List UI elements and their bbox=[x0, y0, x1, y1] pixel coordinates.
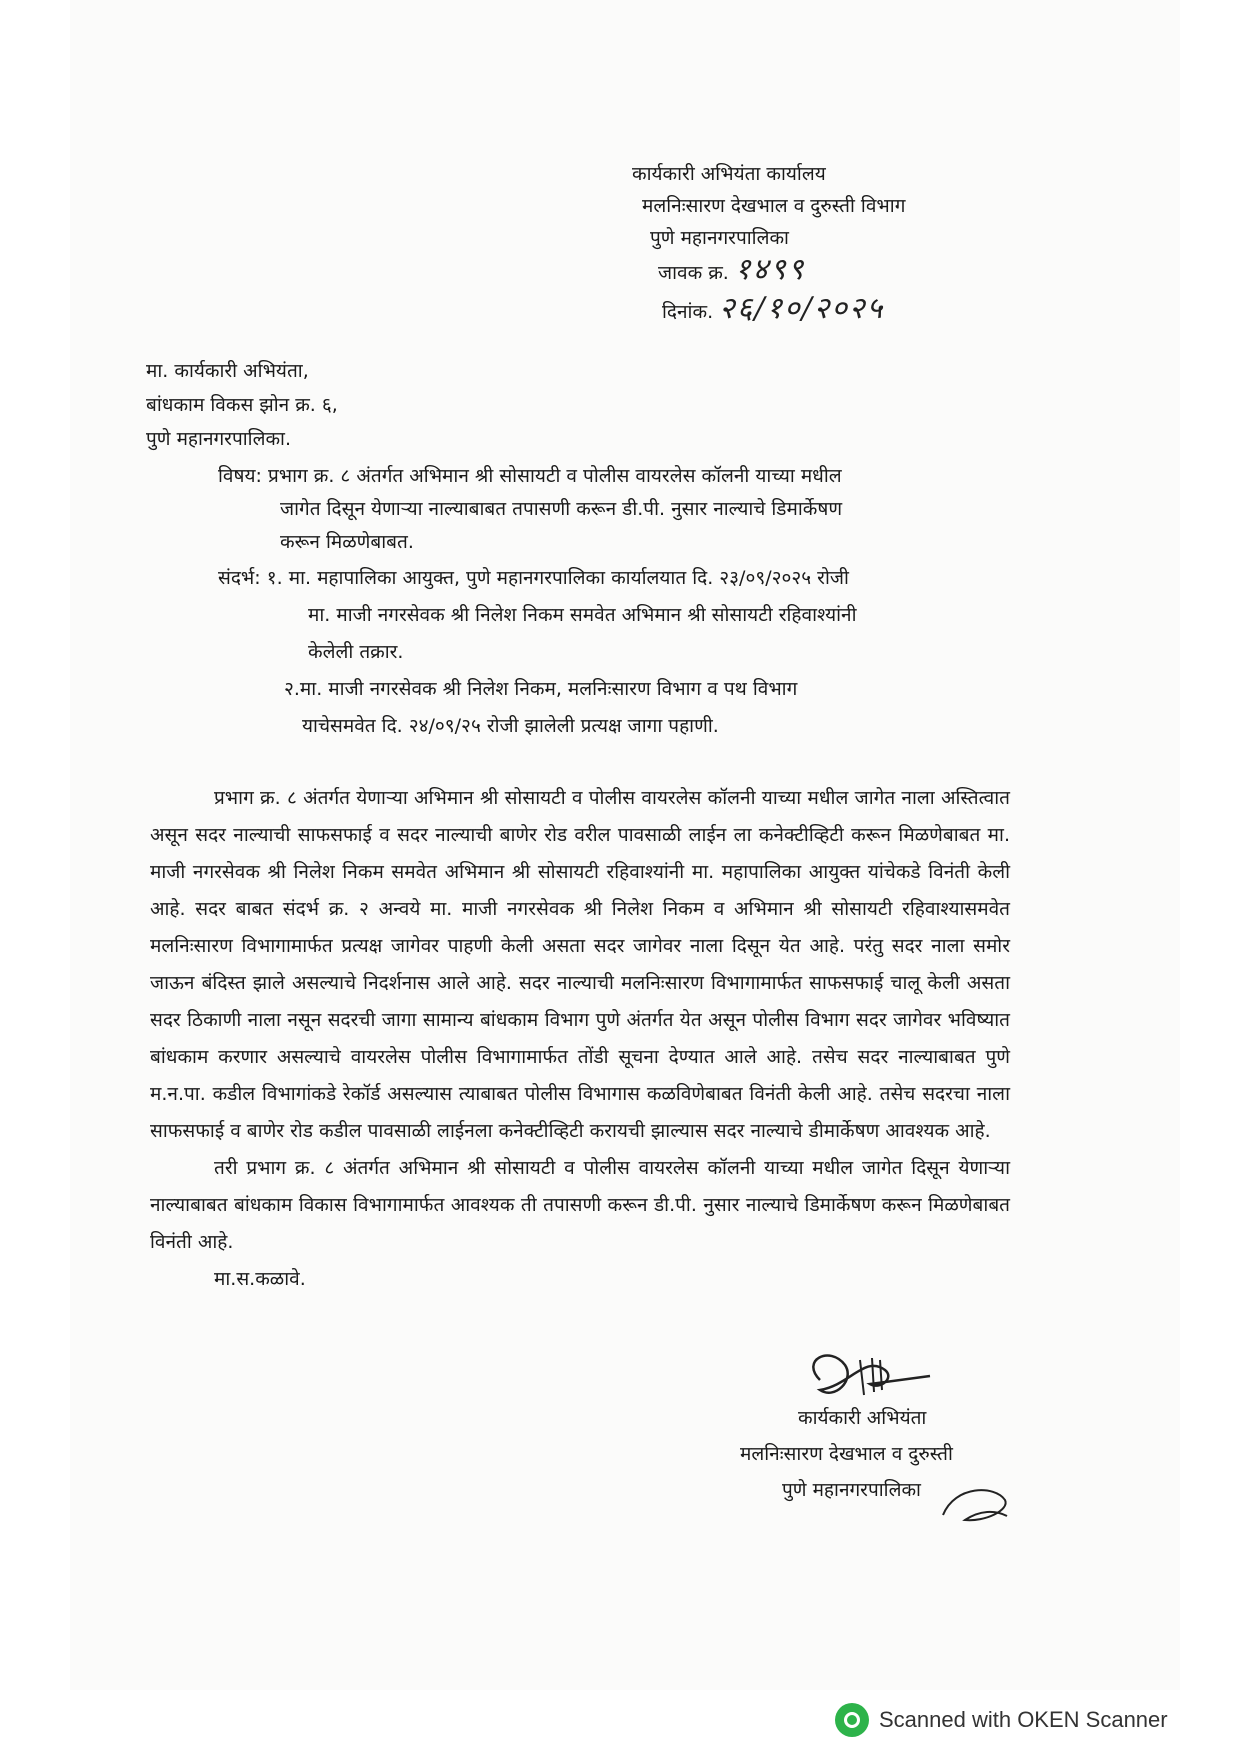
subject-line-1: विषय: प्रभाग क्र. ८ अंतर्गत अभिमान श्री सोसायटी व पोलीस वायरलेस कॉलनी याच्या मधील bbox=[218, 465, 842, 487]
reference-2-line-1: २.मा. माजी नगरसेवक श्री निलेश निकम, मलनिःसारण विभाग व पथ विभाग bbox=[284, 678, 798, 700]
oken-scanner-logo-icon bbox=[835, 1703, 869, 1737]
reference-1-line-2: मा. माजी नगरसेवक श्री निलेश निकम समवेत अभिमान श्री सोसायटी रहिवाश्यांनी bbox=[308, 604, 857, 626]
scanner-text: Scanned with OKEN Scanner bbox=[879, 1707, 1168, 1732]
office-department: मलनिःसारण देखभाल व दुरुस्ती विभाग bbox=[642, 195, 906, 217]
subject-line-2: जागेत दिसून येणाऱ्या नाल्याबाबत तपासणी करून डी.पी. नुसार नाल्याचे डिमार्केषण bbox=[280, 498, 843, 520]
reference-2-line-2: याचेसमवेत दि. २४/०९/२५ रोजी झालेली प्रत्यक्ष जागा पहाणी. bbox=[302, 715, 719, 737]
office-header bbox=[632, 158, 905, 328]
date-value: २६/१०/२०२५ bbox=[719, 291, 885, 326]
reference-1-line-3: केलेली तक्रार. bbox=[308, 641, 404, 663]
office-corporation: पुणे महानगरपालिका bbox=[650, 227, 789, 249]
letter-body bbox=[150, 780, 1010, 1298]
signatory-block bbox=[740, 1400, 953, 1508]
letter-date bbox=[632, 293, 905, 328]
subject-line-3: करून मिळणेबाबत. bbox=[280, 531, 414, 553]
signatory-title: कार्यकारी अभियंता bbox=[798, 1407, 927, 1429]
signatory-corporation: पुणे महानगरपालिका bbox=[782, 1479, 921, 1501]
scan-margin bbox=[0, 0, 70, 1690]
office-name: कार्यकारी अभियंता कार्यालय bbox=[632, 163, 826, 185]
javak-label: जावक क्र. bbox=[658, 262, 729, 284]
initial-scribble-icon bbox=[935, 1480, 1015, 1530]
recipient-zone: बांधकाम विकस झोन क्र. ६, bbox=[146, 394, 338, 416]
recipient-corporation: पुणे महानगरपालिका. bbox=[146, 428, 292, 450]
javak-value: १४९९ bbox=[734, 252, 806, 287]
subject-block bbox=[218, 460, 842, 559]
recipient-title: मा. कार्यकारी अभियंता, bbox=[146, 360, 309, 382]
date-label: दिनांक. bbox=[662, 301, 714, 323]
scanner-watermark bbox=[835, 1702, 1168, 1738]
reference-1-line-1: संदर्भ: १. मा. महापालिका आयुक्त, पुणे महानगरपालिका कार्यालयात दि. २३/०९/२०२५ रोजी bbox=[218, 567, 849, 589]
body-paragraph-1: प्रभाग क्र. ८ अंतर्गत येणाऱ्या अभिमान श्री सोसायटी व पोलीस वायरलेस कॉलनी याच्या मधील जागेत नाला अस्तित्वात असून सदर नाल्याची साफसफाई व सदर नाल्याची बाणेर रोड वरील पावसाळी लाईन ला कनेक्टीव्हिटी करून मिळणेबाबत मा. माजी नगरसेवक श्री निलेश निकम समवेत अभिमान श्री सोसायटी रहिवाश्यांनी मा. महापालिका आयुक्त यांचेकडे विनंती केली आहे. सदर बाबत संदर्भ क्र. २ अन्वये मा. माजी नगरसेवक श्री निलेश निकम व अभिमान श्री सोसायटी रहिवाश्यासमवेत मलनिःसारण विभागामार्फत प्रत्यक्ष जागेवर पाहणी केली असता सदर जागेवर नाला दिसून येत आहे. परंतु सदर नाला समोर जाऊन बंदिस्त झाले असल्याचे निदर्शनास आले आहे. सदर नाल्याची मलनिःसारण विभागामार्फत साफसफाई चालू केली असता सदर ठिकाणी नाला नसून सदरची जागा सामान्य बांधकाम विभाग पुणे अंतर्गत येत असून पोलीस विभाग सदर जागेवर भविष्यात बांधकाम करणार असल्याचे वायरलेस पोलीस विभागामार्फत तोंडी सूचना देण्यात आले आहे. तसेच सदर नाल्याबाबत पुणे म.न.पा. कडील विभागांकडे रेकॉर्ड असल्यास त्याबाबत पोलीस विभागास कळविणेबाबत विनंती केली आहे. तसेच सदरचा नाला साफसफाई व बाणेर रोड कडील पावसाळी लाईनला कनेक्टीव्हिटी करायची झाल्यास सदर नाल्याचे डीमार्केषण आवश्यक आहे. bbox=[150, 787, 1010, 1142]
signatory-department: मलनिःसारण देखभाल व दुरुस्ती bbox=[740, 1443, 953, 1465]
body-paragraph-2: तरी प्रभाग क्र. ८ अंतर्गत अभिमान श्री सोसायटी व पोलीस वायरलेस कॉलनी याच्या मधील जागेत दिसून येणाऱ्या नाल्याबाबत बांधकाम विकास विभागामार्फत आवश्यक ती तपासणी करून डी.पी. नुसार नाल्याचे डिमार्केषण करून मिळणेबाबत विनंती आहे. bbox=[150, 1157, 1010, 1253]
reference-label: संदर्भ: bbox=[218, 567, 261, 589]
reference-block bbox=[218, 560, 857, 745]
subject-label: विषय: bbox=[218, 465, 262, 487]
initials: मा.स.कळावे. bbox=[214, 1268, 306, 1290]
recipient-block bbox=[146, 354, 338, 456]
javak-number bbox=[632, 254, 905, 289]
